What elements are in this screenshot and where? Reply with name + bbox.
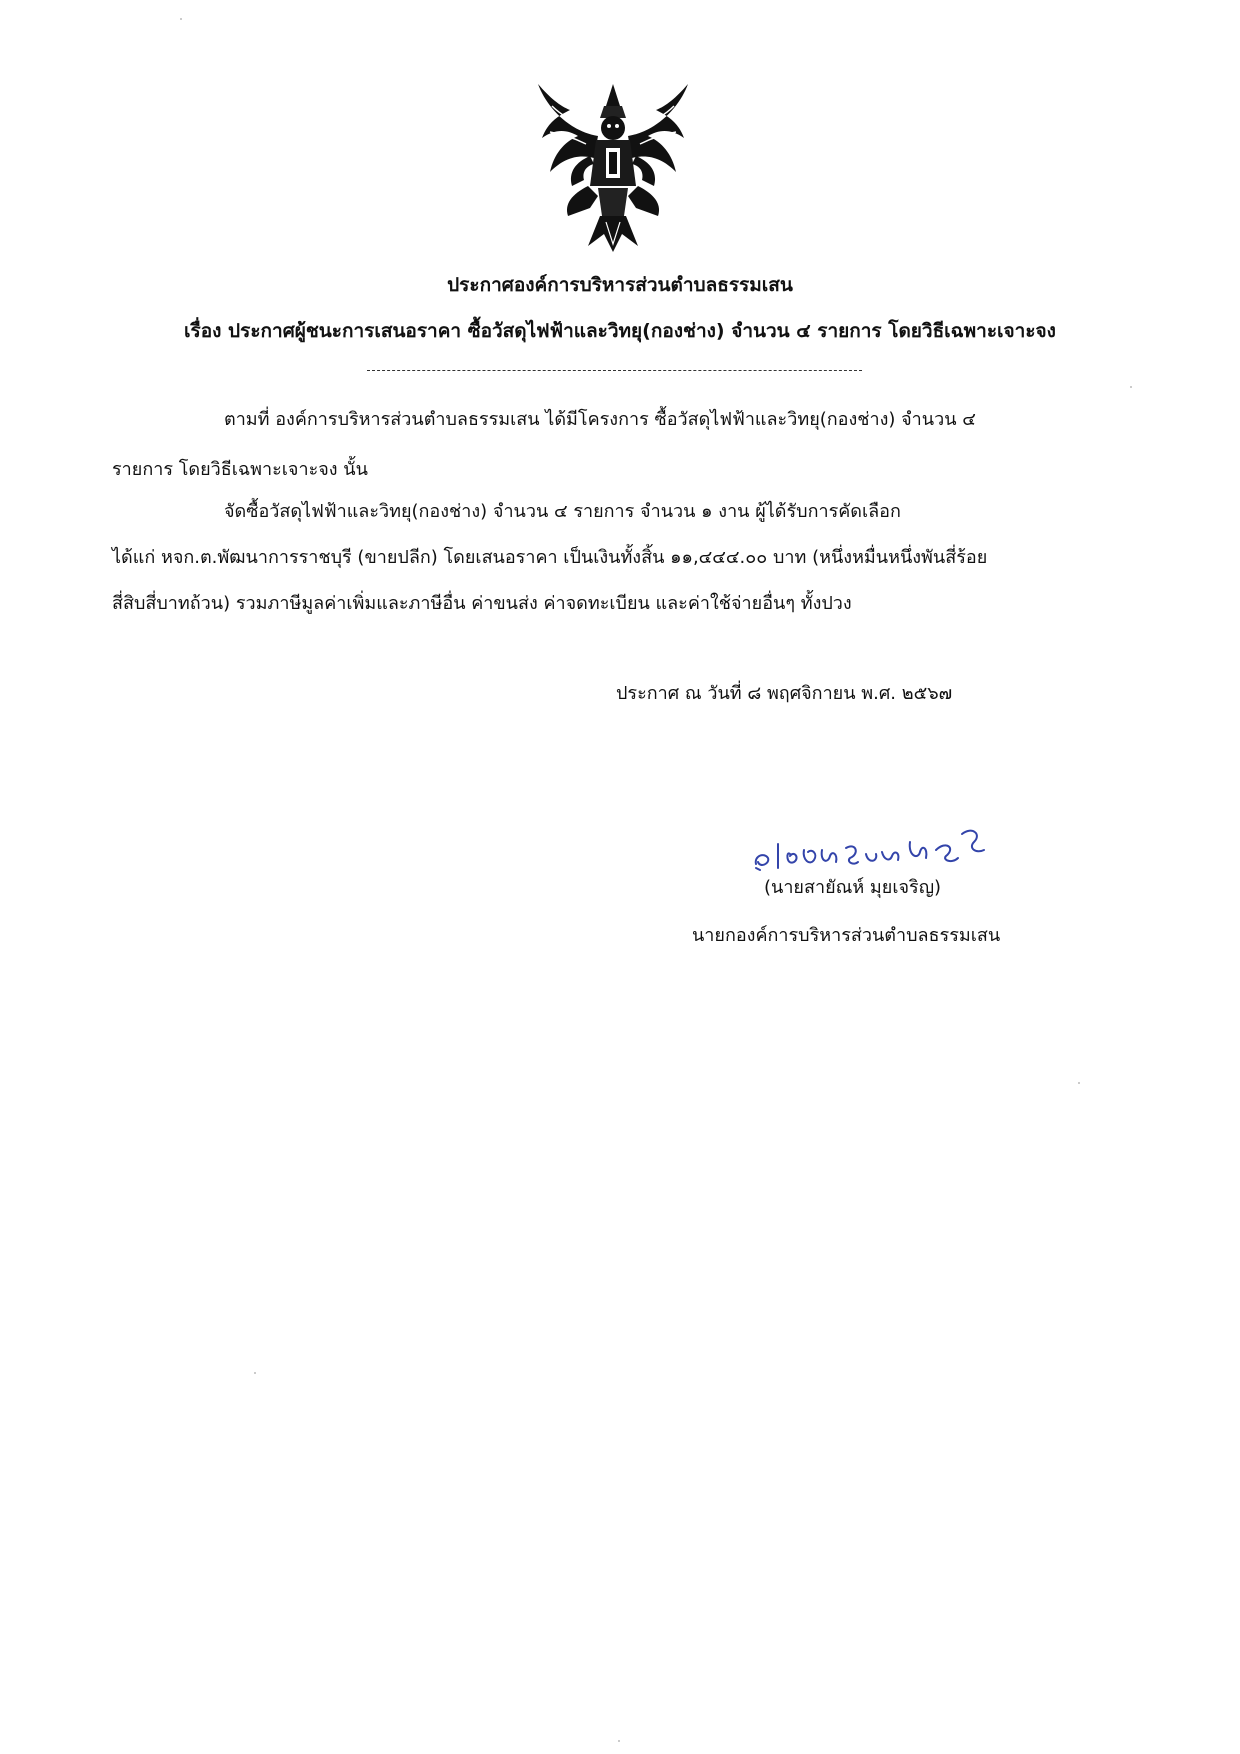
- announcement-date: ประกาศ ณ วันที่ ๘ พฤศจิกายน พ.ศ. ๒๕๖๗: [616, 683, 953, 704]
- signer-position: นายกองค์การบริหารส่วนตำบลธรรมเสน: [692, 925, 1001, 946]
- subject-heading: เรื่อง ประกาศผู้ชนะการเสนอราคา ซื้อวัสดุไฟฟ้าและวิทยุ(กองช่าง) จำนวน ๔ รายการ โดยวิธีเฉพาะเจาะจง: [184, 320, 1056, 342]
- paragraph-1-line-2: รายการ โดยวิธีเฉพาะเจาะจง นั้น: [112, 459, 368, 480]
- paragraph-2-line-1: จัดซื้อวัสดุไฟฟ้าและวิทยุ(กองช่าง) จำนวน ๔ รายการ จำนวน ๑ งาน ผู้ได้รับการคัดเลือก: [224, 501, 901, 522]
- heading-divider: [367, 370, 862, 371]
- paragraph-2-line-2: ได้แก่ หจก.ต.พัฒนาการราชบุรี (ขายปลีก) โดยเสนอราคา เป็นเงินทั้งสิ้น ๑๑,๔๔๔.๐๐ บาท (หนึ่งหมื่นหนึ่งพันสี่ร้อย: [112, 547, 988, 568]
- scan-speck: [180, 18, 182, 20]
- signature-icon: [750, 820, 990, 880]
- paragraph-2-line-3: สี่สิบสี่บาทถ้วน) รวมภาษีมูลค่าเพิ่มและภาษีอื่น ค่าขนส่ง ค่าจดทะเบียน และค่าใช้จ่ายอื่นๆ ทั้งปวง: [112, 593, 852, 614]
- scan-speck: [1078, 1082, 1080, 1084]
- scan-speck: [1130, 386, 1132, 388]
- organization-heading: ประกาศองค์การบริหารส่วนตำบลธรรมเสน: [447, 274, 793, 296]
- scan-speck: [254, 1372, 256, 1374]
- scan-speck: [618, 1740, 620, 1742]
- garuda-emblem-icon: [528, 76, 698, 256]
- paragraph-1-line-1: ตามที่ องค์การบริหารส่วนตำบลธรรมเสน ได้มีโครงการ ซื้อวัสดุไฟฟ้าและวิทยุ(กองช่าง) จำนวน ๔: [224, 409, 976, 430]
- signer-name: (นายสายัณห์ มุยเจริญ): [764, 877, 942, 898]
